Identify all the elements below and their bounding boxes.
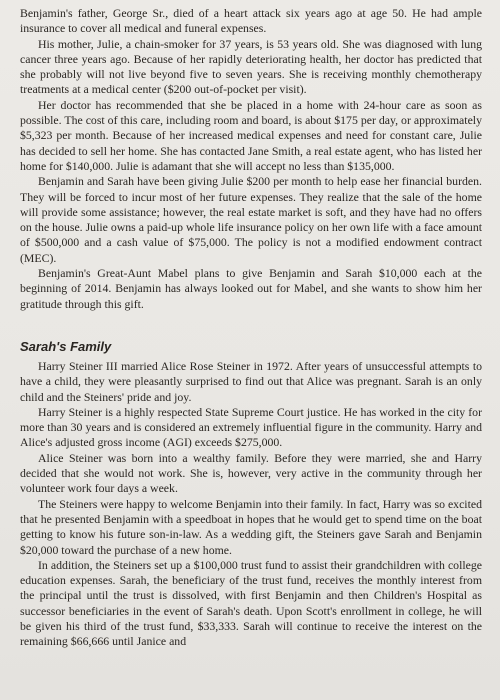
paragraph: Alice Steiner was born into a wealthy family. Before they were married, she and Harry decided that she would not work. She is, however, very active in the community through her volunteer work four days a week. bbox=[20, 450, 482, 496]
paragraph: Her doctor has recommended that she be placed in a home with 24-hour care as soon as possible. The cost of this care, including room and board, is about $175 per day, or approximately $5,323 per month. Because of her increased medical expenses and need for constant care, Julie has decided to sell her home. She has contacted Jane Smith, a real estate agent, who has listed her home for $140,000. Julie is adamant that she will accept no less than $135,000. bbox=[20, 97, 482, 173]
paragraph: In addition, the Steiners set up a $100,000 trust fund to assist their grandchildren with college education expenses. Sarah, the beneficiary of the trust fund, receives the monthly interest from the principal until the trust is dissolved, with first Benjamin and then Children's Hospital as successor beneficiaries in the event of Sarah's death. Upon Scott's enrollment in college, he will be given his third of the trust fund, $33,333. Sarah will continue to receive the interest on the remaining $66,666 until Janice and bbox=[20, 557, 482, 649]
section-benjamin-family bbox=[20, 6, 482, 312]
paragraph: Harry Steiner III married Alice Rose Steiner in 1972. After years of unsuccessful attempts to have a child, they were pleasantly surprised to find out that Alice was pregnant. Sarah is an only child and the Steiners' pride and joy. bbox=[20, 358, 482, 404]
section-heading: Sarah's Family bbox=[20, 338, 112, 354]
paragraph: His mother, Julie, a chain-smoker for 37 years, is 53 years old. She was diagnosed with lung cancer three years ago. Because of her rapidly deteriorating health, her doctor has predicted that she probably will not live beyond five to seven years. She is receiving monthly chemotherapy treatments at a medical center ($200 out-of-pocket per visit). bbox=[20, 36, 482, 97]
paragraph: Benjamin's father, George Sr., died of a heart attack six years ago at age 50. He had ample insurance to cover all medical and funeral expenses. bbox=[20, 6, 482, 36]
paragraph: The Steiners were happy to welcome Benjamin into their family. In fact, Harry was so excited that he presented Benjamin with a speedboat in hopes that he would get to spend time on the boat getting to know his future son-in-law. As a wedding gift, the Steiners gave Sarah and Benjamin $20,000 toward the purchase of a new home. bbox=[20, 496, 482, 557]
paragraph: Benjamin's Great-Aunt Mabel plans to give Benjamin and Sarah $10,000 each at the beginning of 2014. Benjamin has always looked out for Mabel, and she wants to show him her gratitude through this gift. bbox=[20, 266, 482, 311]
paragraph: Benjamin and Sarah have been giving Julie $200 per month to help ease her financial burden. They will be forced to incur most of her future expenses. They realize that the sale of the home will provide some assistance; however, the real estate market is soft, and they have had no offers on the house. Julie owns a paid-up whole life insurance policy on her own life with a face amount of $500,000 and a cash value of $75,000. The policy is not a modified endowment contract (MEC). bbox=[20, 174, 482, 265]
section-sarahs-family bbox=[20, 338, 482, 650]
section-spacer bbox=[20, 312, 482, 338]
paragraph: Harry Steiner is a highly respected State Supreme Court justice. He has worked in the city for more than 30 years and is considered an extremely influential figure in the community. Harry and Alice's adjusted gross income (AGI) exceeds $275,000. bbox=[20, 404, 482, 450]
